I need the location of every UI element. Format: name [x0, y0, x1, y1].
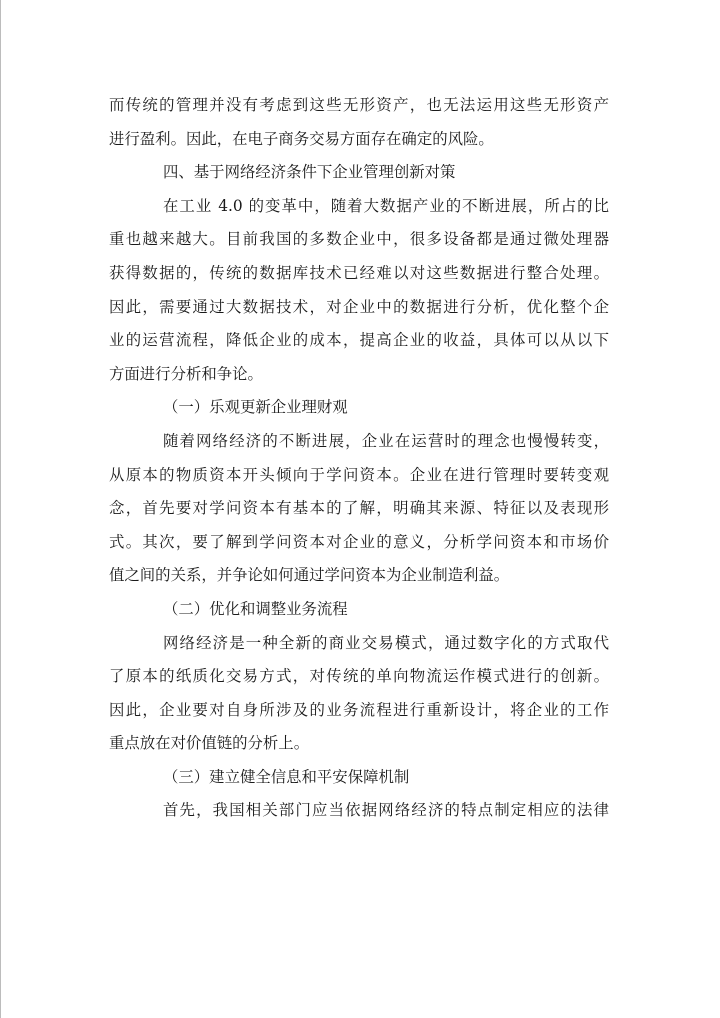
text-line: 在工业 4.0 的变革中，随着大数据产业的不断进展，所占的比 [163, 196, 609, 215]
section-heading: （一）乐观更新企业理财观 [163, 398, 348, 417]
text-line: 随着网络经济的不断进展，企业在运营时的理念也慢慢转变， [163, 431, 609, 450]
text-line: 值之间的关系，并争论如何通过学问资本为企业制造利益。 [109, 566, 510, 585]
text-line: 念，首先要对学问资本有基本的了解，明确其来源、特征以及表现形 [109, 499, 609, 518]
text-line: 因此，需要通过大数据技术，对企业中的数据进行分析，优化整个企 [109, 297, 609, 316]
section-heading: （三）建立健全信息和平安保障机制 [163, 767, 410, 786]
text-line: 方面进行分析和争论。 [109, 364, 263, 383]
text-line: 首先，我国相关部门应当依据网络经济的特点制定相应的法律 [163, 801, 609, 820]
text-line: 式。其次，要了解到学问资本对企业的意义，分析学问资本和市场价 [109, 532, 609, 551]
text-line: 网络经济是一种全新的商业交易模式，通过数字化的方式取代 [163, 633, 609, 652]
text-line: 而传统的管理并没有考虑到这些无形资产，也无法运用这些无形资产 [109, 96, 609, 114]
text-line: 重也越来越大。目前我国的多数企业中，很多设备都是通过微处理器 [109, 230, 609, 249]
text-line: 从原本的物质资本开头倾向于学问资本。企业在进行管理时要转变观 [109, 465, 609, 484]
document-body [109, 89, 609, 828]
text-line: 获得数据的，传统的数据库技术已经难以对这些数据进行整合处理。 [109, 263, 609, 282]
page-left-edge [0, 0, 1, 1018]
section-heading: （二）优化和调整业务流程 [163, 599, 348, 618]
text-line: 进行盈利。因此，在电子商务交易方面存在确定的风险。 [109, 129, 494, 148]
text-line: 业的运营流程，降低企业的成本，提高企业的收益，具体可以从以下 [109, 331, 609, 350]
section-heading: 四、基于网络经济条件下企业管理创新对策 [163, 163, 456, 182]
text-line: 了原本的纸质化交易方式，对传统的单向物流运作模式进行的创新。 [109, 667, 609, 686]
text-line: 因此，企业要对自身所涉及的业务流程进行重新设计，将企业的工作 [109, 700, 609, 719]
text-line: 重点放在对价值链的分析上。 [109, 734, 310, 753]
